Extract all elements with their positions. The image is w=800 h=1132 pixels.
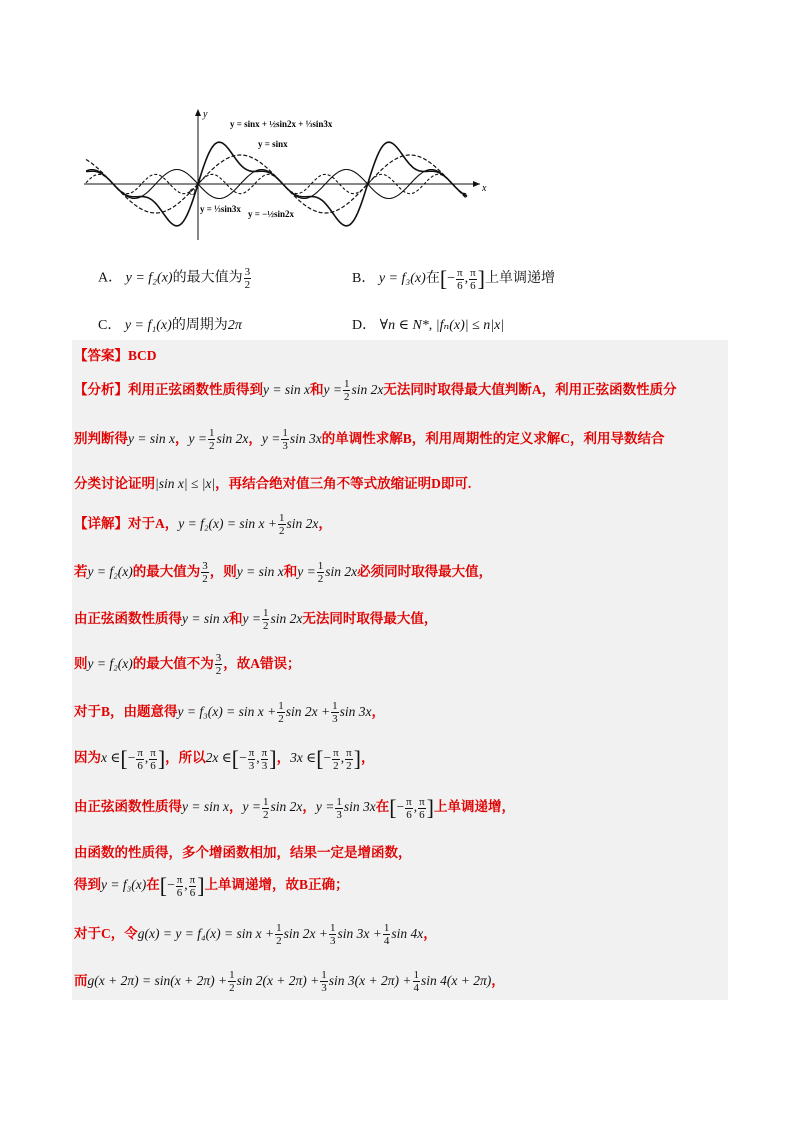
- y-axis-arrow-icon: [195, 109, 201, 116]
- origin-label: O: [189, 187, 196, 197]
- option-c-text: 的周期为: [171, 318, 228, 333]
- analysis-line-3: 分类讨论证明|sin x| ≤ |x|，再结合绝对值三角不等式放缩证明D即可.: [74, 476, 472, 491]
- label-sum: y = sinx + ½sin2x + ⅓sin3x: [230, 119, 333, 129]
- option-d-expr: ∀n ∈ N*, |fₙ(x)| ≤ n|x|: [379, 318, 505, 333]
- detail-line-10: 对于C，令g(x) = y = f₄(x) = sin x + $\frac{1}{2}$ sin 2x + $\frac{1}{3}$ sin 3x + $\frac{1}{4}$ sin 4x，: [74, 922, 437, 948]
- option-a-letter: A．: [98, 270, 123, 286]
- option-b-letter: B．: [352, 271, 376, 287]
- option-a-func: y = f₂(x): [125, 270, 173, 286]
- label-sinx: y = sinx: [258, 139, 288, 149]
- option-a-text: 的最大值为: [172, 270, 243, 286]
- detail-line-11: 而g(x + 2π) = sin(x + 2π) + $\frac{1}{2}$ sin 2(x + 2π) + $\frac{1}{3}$ sin 3(x + 2π) + $\frac{1}{4}$ sin 4(x + 2π)，: [74, 969, 505, 995]
- option-a-fraction: $\frac{3}{2}$: [244, 266, 251, 291]
- detail-line-2: 若y = f₂(x)的最大值为 $\frac{3}{2}$ ，则y = sin x和y = $\frac{1}{2}$ sin 2x必须同时取得最大值，: [74, 560, 493, 586]
- x-axis-arrow-icon: [473, 181, 480, 187]
- detail-line-9: 得到y = f₃(x)在[− $\frac{\pi}{6}$ , $\frac{\pi}{6}$ ]上单调递增，故B正确；: [74, 873, 349, 899]
- option-b-post: 上单调递增: [485, 271, 555, 287]
- detail-line-4: 则y = f₂(x)的最大值不为 $\frac{3}{2}$ ，故A错误；: [74, 652, 301, 678]
- detail-line-1: 【详解】对于A，y = f₂(x) = sin x + $\frac{1}{2}$ sin 2x，: [74, 512, 332, 538]
- option-a: [98, 266, 252, 291]
- analysis-line-1: 【分析】利用正弦函数性质得到y = sin x和y = $\frac{1}{2}$ sin 2x无法同时取得最大值判断A，利用正弦函数性质分: [74, 378, 677, 404]
- analysis-line-2: 别判断得y = sin x，y = $\frac{1}{2}$ sin 2x，y = $\frac{1}{3}$ sin 3x的单调性求解B，利用周期性的定义求解C，利用导数结合: [74, 427, 665, 453]
- detail-line-8: 由函数的性质得，多个增函数相加，结果一定是增函数，: [74, 845, 412, 860]
- detail-line-6: 因为x ∈[− $\frac{\pi}{6}$ , $\frac{\pi}{6}$ ]，所以2x ∈[− $\frac{\pi}{3}$ , $\frac{\pi}{3}$ ]，3x ∈[− $\frac{\pi}{2}$ , $\frac{\pi}{2}$ ]，: [74, 746, 375, 772]
- y-axis-label: y: [203, 109, 208, 120]
- option-c: [98, 314, 242, 334]
- option-b-text: 在: [425, 271, 440, 287]
- detail-line-5: 对于B，由题意得y = f₃(x) = sin x + $\frac{1}{2}$ sin 2x + $\frac{1}{3}$ sin 3x，: [74, 700, 385, 726]
- x-axis-label: x: [482, 183, 487, 194]
- option-d-letter: D．: [352, 318, 377, 333]
- answer-line: 【答案】BCD: [74, 348, 157, 363]
- option-c-letter: C．: [98, 318, 122, 333]
- option-c-func: y = f₁(x): [124, 318, 172, 333]
- option-d: [352, 314, 504, 334]
- label-sin3x: y = ⅓sin3x: [200, 204, 241, 214]
- sine-graph-figure: [70, 105, 500, 245]
- option-c-value: 2π: [227, 318, 242, 333]
- detail-line-3: 由正弦函数性质得y = sin x和y = $\frac{1}{2}$ sin 2x无法同时取得最大值，: [74, 607, 438, 633]
- label-sin2x: y = −½sin2x: [248, 209, 295, 219]
- option-b: B． y = f₃(x)在[− $\frac{\pi}{6}$ , $\frac{\pi}{6}$ ]上单调递增: [352, 266, 555, 292]
- option-b-func: y = f₃(x): [378, 271, 426, 287]
- detail-line-7: 由正弦函数性质得y = sin x，y = $\frac{1}{2}$ sin 2x，y = $\frac{1}{3}$ sin 3x在[− $\frac{\pi}{6}$ , $\frac{\pi}{6}$ ]上单调递增，: [74, 795, 515, 821]
